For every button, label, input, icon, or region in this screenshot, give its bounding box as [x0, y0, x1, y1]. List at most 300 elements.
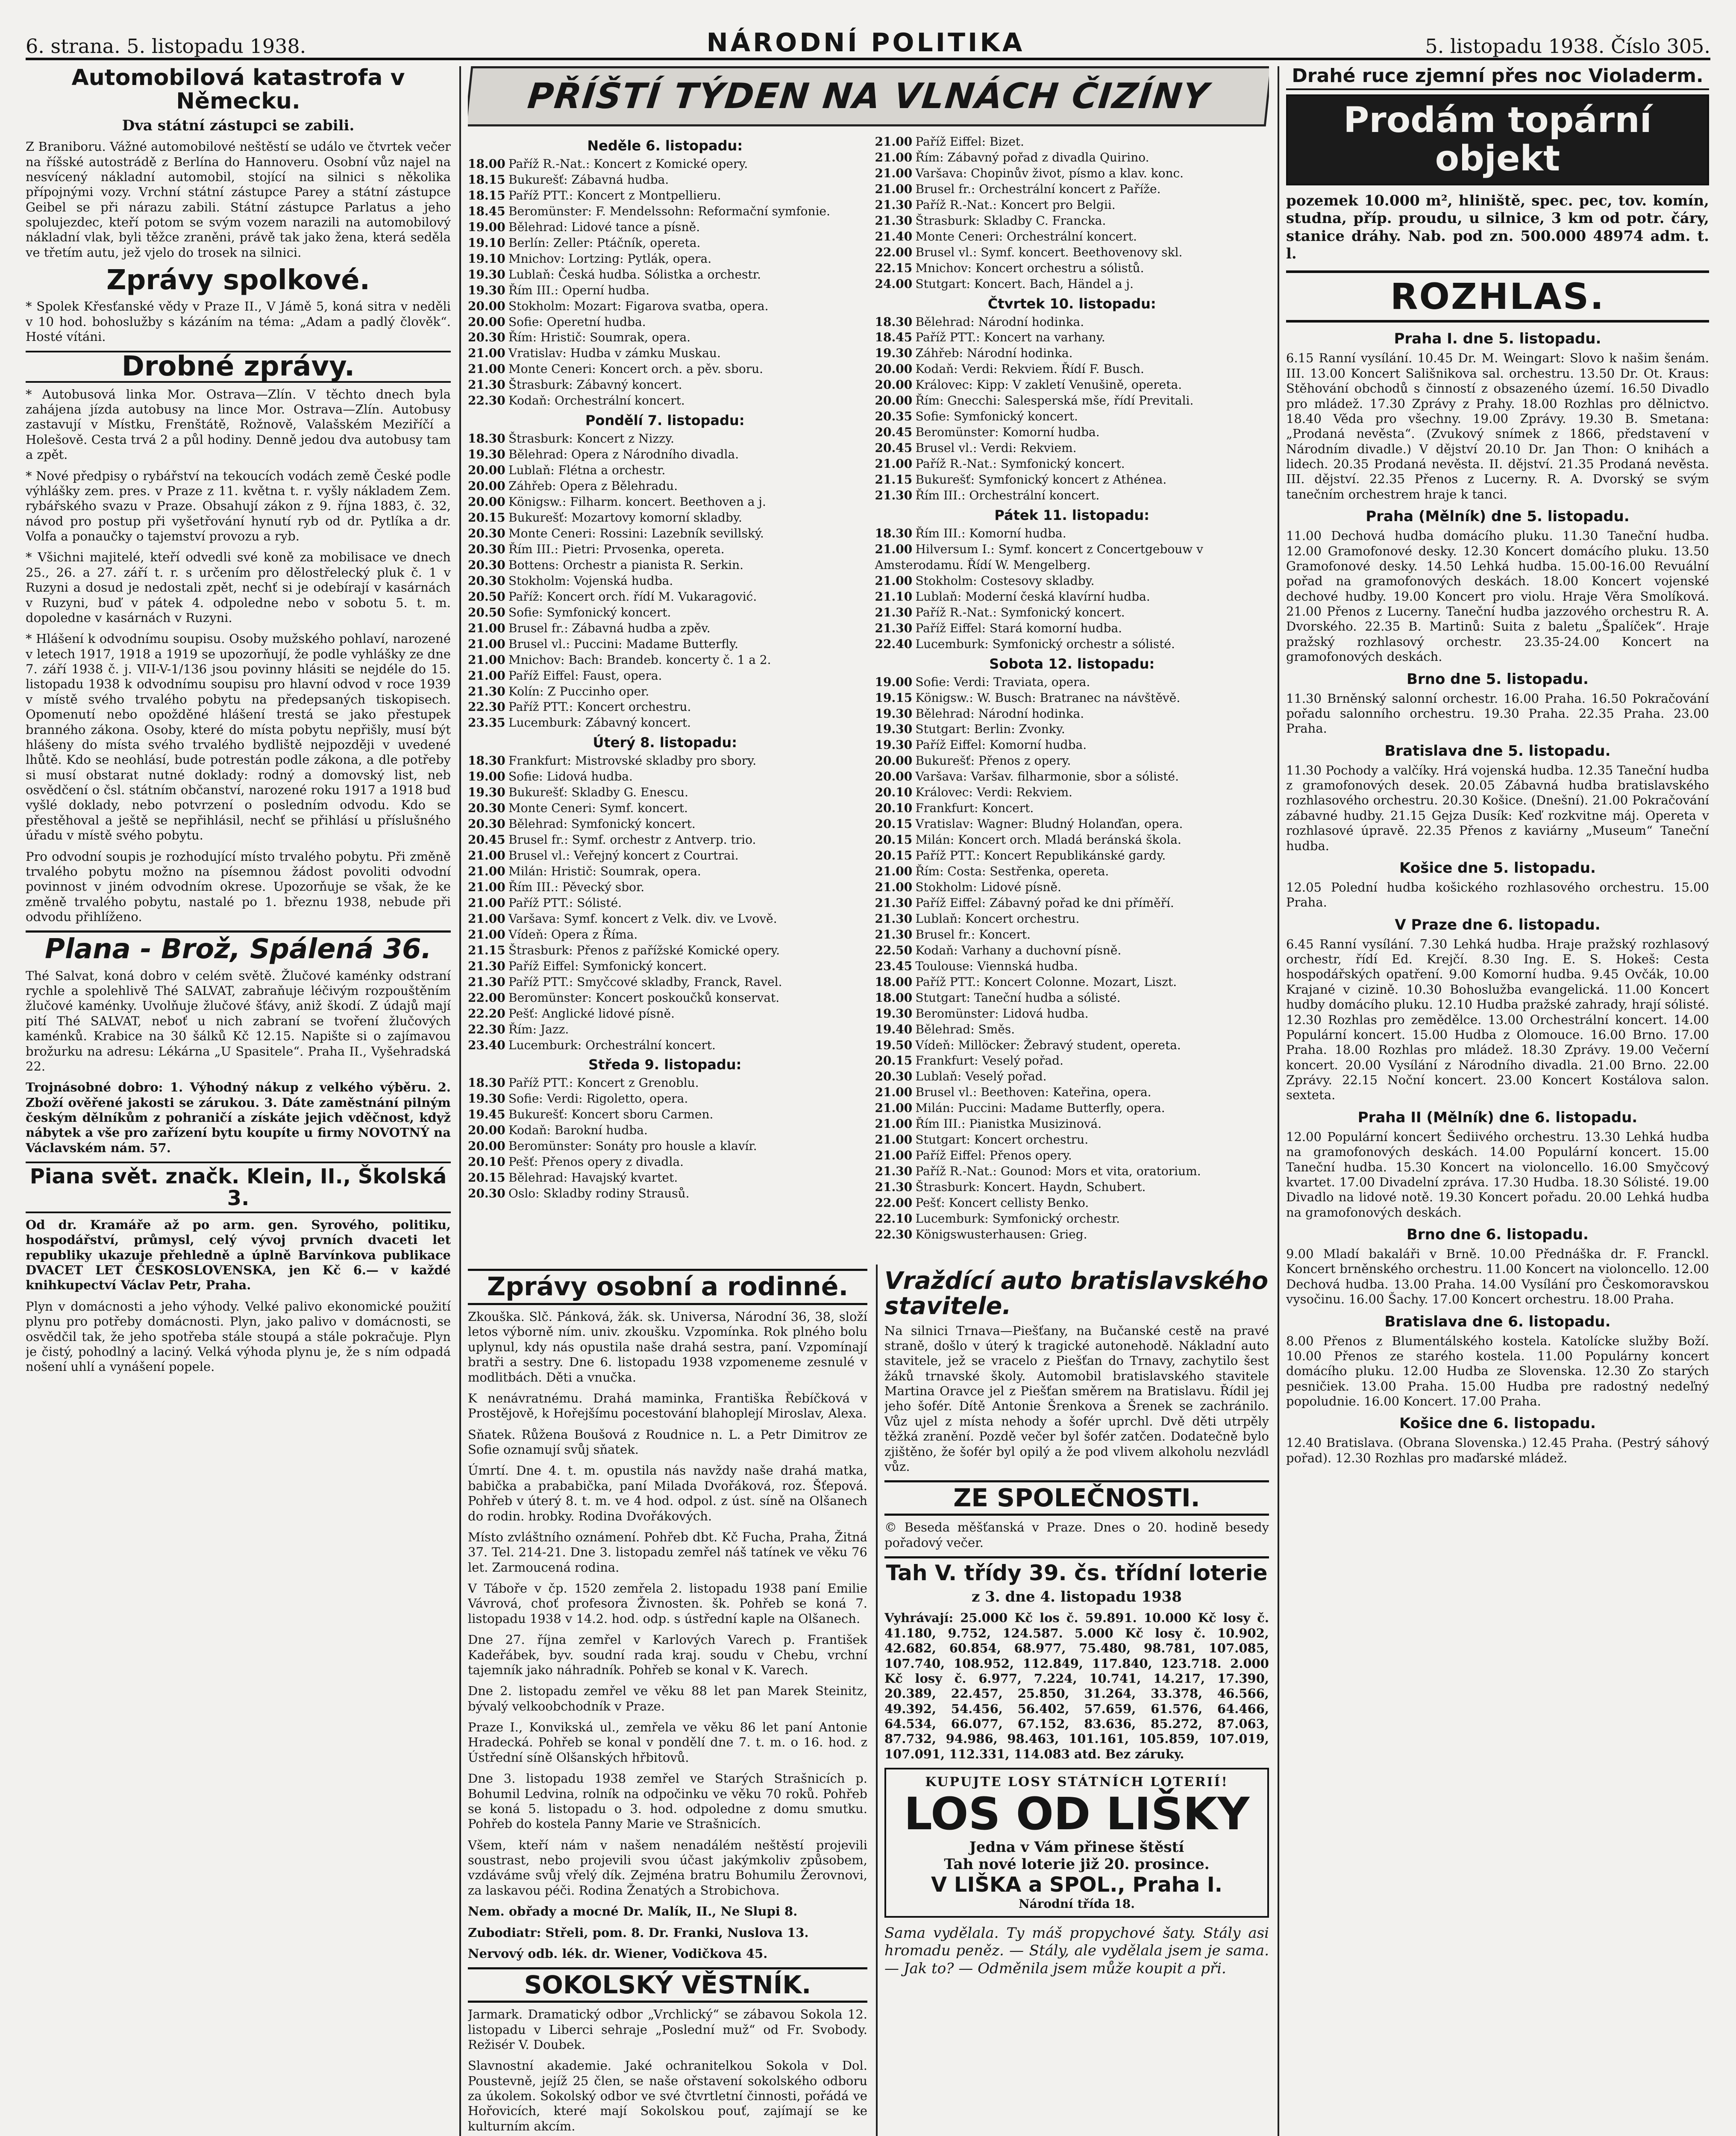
program-item [875, 959, 1269, 974]
program-item [468, 156, 862, 172]
program-text: Bukurešť: Mozartovy komorní skladby. [508, 511, 742, 525]
program-item [875, 1022, 1269, 1038]
program-item [875, 637, 1269, 652]
station-program: 6.45 Ranní vysílání. 7.30 Lehká hudba. Hraje pražský rozhlasový orchestr, řídí Ed. Krejčí. 8.30 Ing. E. S. Hokeš: Cesta hospodářských opatření. 9.00 Komorní hudba. 9.45 Ovčák, 10.00 Krajané v cizině. 10.30 Bohoslužba evangelická. 11.00 Koncert hudby domácího pluku. 12.10 Hudba pražské zahrady, hrají sólisté. 12.30 Rozhlas pro zemědělce. 13.00 Orchestrální koncert. 14.00 Populární koncert. 15.00 Hudba z Olomouce. 16.00 Brno. 17.00 Praha. 18.00 Rozhlas pro mládež. 18.30 Zprávy. 19.00 Večerní koncert. 20.00 Vysílání z Národního divadla. 21.00 Brno. 22.00 Zprávy. 22.15 Noční koncert. 23.00 Koncert Kostálova salon. sexteta. [1286, 936, 1709, 1103]
program-item [468, 478, 862, 494]
program-text: Kodaň: Orchestrální koncert. [508, 393, 685, 408]
program-item [875, 1053, 1269, 1069]
program-item [875, 409, 1269, 425]
program-item [875, 150, 1269, 166]
program-time: 21.00 [875, 166, 913, 180]
program-item [875, 213, 1269, 229]
program-text: Královec: Kipp: V zakletí Venušině, opereta. [915, 378, 1182, 392]
program-item [875, 1164, 1269, 1179]
program-item [875, 393, 1269, 409]
program-text: Paříž PTT.: Smyčcové skladby, Franck, Ravel. [508, 974, 782, 989]
program-item [468, 1022, 862, 1038]
article-text: Dne 27. října zemřel v Karlových Varech p. František Kadeřábek, byv. soudní rada kraj. soudu v Chebu, vrchní tajemník jako náhradník. Pohřeb se konal v K. Varech. [468, 1632, 867, 1677]
newspaper-page [26, 17, 1710, 2136]
article-text: * Všichni majitelé, kteří odvedli své koně za mobilisace ve dnech 25., 26. a 27. září t. r. s určením pro dělostřelecký pluk č. 1 v Ruzyni a dosud je nedostali zpět, nechť si je odebírají v kasárnách v Ruzyni, buď v pátek 4. odpoledne nebo v sobotu 5. t. m. dopoledne v kasárnách v Ruzyni. [26, 550, 451, 625]
station-heading: Praha I. dne 5. listopadu. [1394, 330, 1601, 348]
program-text: Königsw.: W. Busch: Bratranec na návštěvě. [915, 690, 1181, 705]
program-item [468, 463, 862, 478]
program-time: 19.10 [468, 235, 505, 250]
program-text: Stokholm: Costesovy skladby. [915, 573, 1095, 588]
program-text: Kolín: Z Puccinho oper. [508, 684, 649, 698]
program-time: 21.00 [875, 150, 913, 164]
article-text: Jarmark. Dramatický odbor „Vrchlický“ se zábavou Sokola 12. listopadu v Liberci sehraje „Poslední muž“ od Fr. Svobody. Režisér V. Doubek. [468, 2007, 867, 2052]
article-text: Pro odvodní soupis je rozhodující místo trvalého pobytu. Při změně trvalého pobytu možno na písemnou žádost povoliti odvodní povinnost v jiném odvodním okrese. Upozorňuje se však, že ke změně trvalého pobytu, nastalé po 1. březnu 1938, nebude při odvodu přihlíženo. [26, 849, 451, 924]
program-time: 21.00 [875, 1085, 913, 1100]
program-text: Vratislav: Hudba v zámku Muskau. [508, 346, 721, 361]
program-time: 21.30 [875, 927, 913, 942]
program-text: Řím: Jazz. [508, 1022, 569, 1036]
program-text: Řím III.: Operní hudba. [508, 283, 650, 297]
station-heading: Praha II (Mělník) dne 6. listopadu. [1357, 1109, 1638, 1126]
program-text: Řím III.: Pietri: Prvosenka, opereta. [508, 542, 725, 556]
program-time: 21.30 [875, 1164, 913, 1179]
program-text: Lucemburk: Orchestrální koncert. [508, 1038, 716, 1052]
program-time: 21.30 [875, 197, 913, 212]
program-text: Lucemburk: Symfonický orchestr. [915, 1212, 1120, 1226]
station-heading: Bratislava dne 5. listopadu. [1384, 742, 1611, 760]
program-time: 20.10 [875, 785, 913, 800]
program-text: Königswusterhausen: Grieg. [915, 1227, 1087, 1241]
program-time: 20.00 [468, 1139, 505, 1153]
program-time: 21.10 [875, 589, 913, 604]
lottery-subtitle: z 3. dne 4. listopadu 1938 [972, 1588, 1182, 1606]
program-text: Königsw.: Filharm. koncert. Beethoven a j. [508, 495, 766, 509]
subheadline: Dva státní zástupci se zabili. [122, 117, 355, 135]
program-day-heading: Úterý 8. listopadu: [593, 734, 737, 751]
program-text: Paříž PTT.: Koncert z Grenoblu. [508, 1076, 699, 1090]
program-text: Kodaň: Verdi: Rekviem. Řídí F. Busch. [915, 362, 1144, 376]
program-item [468, 684, 862, 700]
program-time: 20.10 [468, 1155, 505, 1169]
program-time: 22.30 [468, 1022, 505, 1036]
program-time: 20.00 [875, 769, 913, 784]
program-text: Paříž Eiffel: Symfonický koncert. [508, 959, 707, 973]
program-text: Štrasburk: Koncert. Haydn, Schubert. [915, 1180, 1146, 1194]
page-date-right: 5. listopadu 1938. Číslo 305. [1425, 35, 1710, 58]
program-time: 20.30 [875, 1069, 913, 1084]
program-item [468, 864, 862, 880]
article-text: Praze I., Konvikská ul., zemřela ve věku 86 let paní Antonie Hradecká. Pohřeb se konal v pondělí dne 7. t. m. o 16. hod. z Ústřední síně Olšanských hřbitovů. [468, 1720, 867, 1765]
program-time: 18.00 [875, 974, 913, 989]
program-text: Řím: Zábavný pořad z divadla Quirino. [915, 150, 1149, 164]
program-text: Paříž R.-Nat.: Koncert z Komické opery. [508, 157, 748, 171]
station-heading: Brno dne 5. listopadu. [1407, 670, 1589, 688]
program-time: 21.00 [875, 573, 913, 588]
program-item [875, 526, 1269, 542]
program-item [875, 801, 1269, 816]
program-text: Oslo: Skladby rodiny Strausů. [508, 1186, 690, 1201]
program-text: Brusel fr.: Koncert. [915, 927, 1031, 942]
program-time: 19.00 [875, 675, 913, 689]
program-text: Bělehrad: Symfonický koncert. [508, 817, 696, 831]
station-program: 9.00 Mladí bakaláři v Brně. 10.00 Přednáška dr. F. Franckl. Koncert brněnského orchestru. 11.00 Koncert na violoncello. 12.00 Dechová hudba. 13.00 Praha. 14.00 Vysílání pro Českomoravskou vysočinu. 16.00 Šachy. 17.00 Koncert orchestru. 18.00 Praha. [1286, 1247, 1709, 1307]
program-time: 20.30 [468, 542, 505, 556]
program-item [468, 1006, 862, 1022]
program-time: 19.50 [875, 1038, 913, 1052]
program-text: Bělehrad: Směs. [915, 1022, 1015, 1036]
program-text: Bělehrad: Národní hodinka. [915, 314, 1084, 329]
program-item [875, 197, 1269, 213]
program-right [875, 134, 1269, 1243]
program-time: 20.00 [468, 479, 505, 493]
program-item [875, 276, 1269, 292]
program-item [468, 510, 862, 526]
program-text: Štrasburk: Zábavný koncert. [508, 378, 682, 392]
column-rule [459, 66, 461, 2136]
program-text: Řím III.: Pěvecký sbor. [508, 880, 645, 894]
program-time: 21.00 [875, 1117, 913, 1131]
program-time: 20.30 [468, 573, 505, 588]
program-item [875, 314, 1269, 330]
program-time: 20.00 [468, 1123, 505, 1138]
program-item [875, 621, 1269, 637]
program-text: Bukurešť: Přenos z opery. [915, 754, 1071, 768]
program-left [468, 134, 862, 1243]
program-text: Paříž Eiffel: Přenos opery. [915, 1148, 1072, 1163]
ad-los-od-lisky [884, 1768, 1269, 1917]
program-item [875, 990, 1269, 1006]
program-item [468, 1154, 862, 1170]
program-text: Milán: Hristič: Soumrak, opera. [508, 864, 701, 879]
program-time: 22.40 [875, 637, 913, 651]
program-time: 19.30 [468, 447, 505, 462]
program-time: 20.30 [468, 817, 505, 831]
program-text: Sofie: Operetní hudba. [508, 314, 646, 329]
program-item [468, 621, 862, 637]
program-item [468, 801, 862, 816]
program-item [468, 1075, 862, 1091]
program-text: Záhřeb: Národní hodinka. [915, 346, 1073, 361]
program-time: 22.00 [875, 245, 913, 259]
program-time: 22.00 [468, 990, 505, 1005]
program-time: 21.00 [875, 880, 913, 894]
program-time: 20.00 [875, 378, 913, 392]
program-text: Varšava: Symf. koncert z Velk. div. ve Lvově. [508, 911, 777, 926]
program-time: 20.30 [468, 1186, 505, 1201]
program-text: Milán: Koncert orch. Mladá beránská škola. [915, 833, 1181, 847]
program-item [468, 959, 862, 974]
program-time: 20.30 [468, 557, 505, 572]
program-text: Stokholm: Mozart: Figarova svatba, opera. [508, 299, 769, 313]
program-text: Řím III.: Orchestrální koncert. [915, 488, 1100, 503]
program-text: Paříž R.-Nat.: Symfonický koncert. [915, 605, 1125, 619]
program-text: Frankfurt: Veselý pořad. [915, 1053, 1063, 1068]
program-text: Sofie: Symfonický koncert. [508, 605, 671, 619]
program-text: Paříž R.-Nat.: Koncert pro Belgii. [915, 197, 1116, 212]
program-time: 20.00 [468, 314, 505, 329]
program-item [468, 605, 862, 621]
program-item [468, 494, 862, 510]
article-text: Z Braniboru. Vážné automobilové neštěstí se událo ve čtvrtek večer na říšské autostrádě z Berlína do Hannoveru. Osobní vůz najel na nesvícený nákladní automobil, stojící na silnici s několika přípojnými vozy. Vrchní státní zástupce Parey a státní zástupce Geibel se při nárazu zabili. Státní zástupce Parlatus a jeho spolujezdec, kteří potom se svým vozem narazili na automobilový nákladní vlak, byli těžce zraněni, právě tak jako žena, která seděla ve třetím autu, jež vjelo do trosek na silnici. [26, 139, 451, 260]
program-time: 22.30 [468, 700, 505, 714]
program-item [468, 1186, 862, 1202]
program-text: Stutgart: Taneční hudba a sólisté. [915, 990, 1121, 1005]
program-text: Štrasburk: Koncert z Nizzy. [508, 431, 674, 446]
program-text: Varšava: Varšav. filharmonie, sbor a sólisté. [915, 769, 1179, 784]
program-item [468, 557, 862, 573]
article-text: Úmrtí. Dne 4. t. m. opustila nás navždy naše drahá matka, babička a prababička, paní Milada Dvořáková, roz. Šťepová. Pohřeb v úterý 8. t. m. ve 4 hod. odpol. z úst. síně na Olšanech do rodin. hrobky. Rodina Dvořákových. [468, 1463, 867, 1523]
program-text: Bukurešť: Zábavná hudba. [508, 172, 669, 187]
program-day-heading: Sobota 12. listopadu: [989, 655, 1155, 672]
program-item [875, 753, 1269, 769]
program-time: 21.00 [468, 652, 505, 667]
program-time: 19.30 [875, 722, 913, 736]
program-text: Sofie: Lidová hudba. [508, 769, 633, 784]
program-item [875, 440, 1269, 456]
program-time: 21.00 [468, 848, 505, 863]
program-time: 21.00 [875, 1101, 913, 1115]
program-item [875, 1116, 1269, 1132]
program-item [468, 330, 862, 346]
program-item [875, 1227, 1269, 1243]
program-item [875, 1006, 1269, 1022]
program-text: Štrasburk: Skladby C. Francka. [915, 213, 1106, 228]
program-text: Bělehrad: Havajský kvartet. [508, 1171, 678, 1185]
program-text: Berlín: Zeller: Ptáčník, opereta. [508, 235, 701, 250]
ad-text: Nem. obřady a mocné Dr. Malík, II., Ne Slupi 8. [468, 1904, 798, 1919]
program-time: 18.00 [468, 157, 505, 171]
program-time: 21.00 [468, 362, 505, 376]
program-text: Frankfurt: Koncert. [915, 801, 1034, 816]
program-item [468, 1038, 862, 1053]
program-item [875, 361, 1269, 377]
program-text: Stutgart: Koncert orchestru. [915, 1133, 1089, 1147]
program-time: 22.50 [875, 943, 913, 957]
program-item [875, 785, 1269, 801]
article-text: Na silnici Trnava—Piešťany, na Bučanské cestě na pravé straně, došlo v úterý k tragické autonehodě. Nákladní auto stavitele, jež se vracelo z Piešťan do Trnavy, zachytilo šest žáků trnavské školy. Automobil bratislavského stavitele Martina Oravce jel z Piešťan směrem na Bratislavu. Řídil jej jeho šofér. Dítě Antonie Šrenkova a Šrenek se zachránilo. Vůz ujel z místa nehody a šofér uprchl. Dvě děti utrpěly těžká zranění. Pozdě večer byl šofér zatčen. Dodatečně bylo zjištěno, že šofér byl opilý a že pod vlivem alkoholu nezvládl vůz. [884, 1323, 1269, 1474]
program-time: 21.30 [468, 974, 505, 989]
station-heading: Praha (Mělník) dne 5. listopadu. [1366, 508, 1630, 525]
program-text: Brusel vl.: Verdi: Rekviem. [915, 441, 1077, 455]
program-text: Řím III.: Pianistka Musizinová. [915, 1117, 1102, 1131]
article-text: © Beseda měšťanská v Praze. Dnes o 20. hodině besedy pořadový večer. [884, 1520, 1269, 1550]
program-time: 18.15 [468, 188, 505, 202]
program-time: 21.30 [875, 1180, 913, 1194]
program-time: 21.30 [875, 488, 913, 503]
program-text: Sofie: Verdi: Traviata, opera. [915, 675, 1090, 689]
program-text: Řím: Costa: Sestřenka, opereta. [915, 864, 1109, 879]
program-time: 22.10 [875, 1212, 913, 1226]
program-time: 19.30 [875, 738, 913, 752]
program-time: 23.45 [875, 959, 913, 973]
column-rule [1278, 66, 1279, 2136]
program-day-heading: Pátek 11. listopadu: [994, 507, 1150, 523]
station-program: 11.30 Brněnský salonní orchestr. 16.00 Praha. 16.50 Pokračování pořadu salonního orchestru. 19.30 Praha. 22.35 Praha. 23.00 Praha. [1286, 691, 1709, 736]
ad-piana-klein: Piana svět. značk. Klein, II., Školská 3. [26, 1162, 451, 1213]
program-item [468, 251, 862, 267]
program-time: 23.40 [468, 1038, 505, 1052]
station-program: 11.00 Dechová hudba domácího pluku. 11.30 Taneční hudba. 12.00 Gramofonové desky. 12.30 Koncert domácího pluku. 13.50 Gramofonové desky. 14.50 Lehká hudba. 15.00-16.00 Revuální pořad na gramofonových deskách. 18.00 Koncert vojenské dechové hudby. 19.00 Koncert pro violu. Hraje Věra Smolíková. 21.00 Přenos z Lucerny. Taneční hudba jazzového orchestru R. A. Dvorského. 22.35 B. Martinů: Suita z baletu „Špalíček“. Hraje pražský rozhlasový orchestr. 23.35-24.00 Koncert na gramofonových deskách. [1286, 528, 1709, 664]
program-text: Stutgart: Koncert. Bach, Händel a j. [915, 276, 1134, 291]
program-text: Záhřeb: Opera z Bělehradu. [508, 479, 678, 493]
program-time: 21.30 [875, 213, 913, 228]
article-text: Dne 3. listopadu 1938 zemřel ve Starých Strašnicích p. Bohumil Ledvina, rolník na odpočinku ve věku 70 roků. Pohřeb se koná 5. listopadu o 3. hod. odpoledne z domu smutku. Pohřeb do kostela Panny Marie ve Strašnicích. [468, 1771, 867, 1831]
program-item [875, 706, 1269, 722]
program-time: 20.30 [468, 526, 505, 540]
program-item [875, 769, 1269, 785]
program-time: 21.00 [875, 182, 913, 196]
article-text: Všem, kteří nám v našem nenadálém neštěstí projevili soustrast, nebo projevili svou účast jakýmkoliv způsobem, vzdáváme svůj vřelý dík. Zejména bratru Bohumilu Žerovnovi, za laskavou péči. Rodina Ženatých a Strobichova. [468, 1837, 867, 1898]
program-item [875, 895, 1269, 911]
ad-text: Zubodiatr: Střeli, pom. 8. Dr. Franki, Nuslova 13. [468, 1925, 809, 1940]
program-text: Monte Ceneri: Symf. koncert. [508, 801, 688, 816]
program-time: 20.00 [875, 754, 913, 768]
program-text: Brusel fr.: Symf. orchestr z Antverp. trio. [508, 833, 756, 847]
program-item [875, 1100, 1269, 1116]
ad-lisky-line: Jedna v Vám přinese štěstí [969, 1838, 1184, 1856]
program-text: Beromünster: Koncert poskoučků konservat. [508, 990, 780, 1005]
program-time: 21.00 [468, 668, 505, 683]
program-text: Stutgart: Berlin: Zvonky. [915, 722, 1065, 736]
program-item [875, 134, 1269, 150]
program-item [468, 943, 862, 959]
program-time: 20.10 [875, 801, 913, 816]
program-item [468, 699, 862, 715]
station-heading: Bratislava dne 6. listopadu. [1384, 1313, 1611, 1330]
program-item [468, 235, 862, 251]
program-text: Stokholm: Lidové písně. [915, 880, 1061, 894]
program-item [468, 361, 862, 377]
program-item [875, 848, 1269, 864]
station-program: 8.00 Přenos z Blumentálského kostela. Katolícke služby Boží. 10.00 Přenos ze starého kostela. 11.00 Populárny koncert domácího pluku. 12.00 Hudba ze Slovenska. 12.30 Zo starých pesničiek. 13.00 Praha. 15.00 Hudba pre radostný nedeľný popoludnie. 16.00 Koncert. 17.00 Praha. [1286, 1333, 1709, 1409]
program-text: Brusel fr.: Orchestrální koncert z Paříže. [915, 182, 1161, 196]
program-text: Stokholm: Vojenská hudba. [508, 573, 673, 588]
program-time: 21.00 [875, 457, 913, 471]
program-time: 22.00 [875, 1196, 913, 1210]
headline-vrazdici-auto: Vraždící auto bratislavského stavitele. [884, 1269, 1269, 1320]
program-text: Beromünster: Sonáty pro housle a klavír. [508, 1139, 757, 1153]
program-time: 19.30 [875, 346, 913, 361]
program-time: 19.15 [875, 690, 913, 705]
program-item [468, 785, 862, 801]
program-text: Mnichov: Koncert orchestru a sólistů. [915, 261, 1144, 275]
program-item [875, 816, 1269, 832]
program-time: 20.45 [468, 833, 505, 847]
program-time: 20.00 [468, 299, 505, 313]
program-text: Paříž PTT.: Koncert na varhany. [915, 330, 1105, 345]
program-text: Brusel vl.: Veřejný koncert z Courtrai. [508, 848, 739, 863]
program-text: Hilversum I.: Symf. koncert z Concertgebouw v Amsterodamu. Řídí W. Mengelberg. [875, 542, 1203, 572]
program-item [468, 314, 862, 330]
program-text: Paříž R.-Nat.: Symfonický koncert. [915, 457, 1125, 471]
headline-drobne: Drobné zprávy. [26, 351, 451, 383]
program-text: Monte Ceneri: Koncert orch. a pěv. sboru. [508, 362, 764, 376]
program-item [875, 722, 1269, 737]
program-item [468, 652, 862, 668]
program-text: Brusel vl.: Symf. koncert. Beethovenovy skl. [915, 245, 1183, 259]
program-time: 22.20 [468, 1006, 505, 1021]
program-text: Milán: Puccini: Madame Butterfly, opera. [915, 1101, 1165, 1115]
program-text: Toulouse: Viennská hudba. [915, 959, 1078, 973]
column-radio-abroad [468, 66, 1269, 1258]
program-item [875, 1195, 1269, 1211]
program-text: Lublaň: Veselý pořad. [915, 1069, 1047, 1084]
program-time: 19.00 [468, 769, 505, 784]
station-program: 12.05 Polední hudba košického rozhlasového orchestru. 15.00 Praha. [1286, 880, 1709, 910]
program-text: Královec: Verdi: Rekviem. [915, 785, 1072, 800]
station-program: 12.00 Populární koncert Šediivého orchestru. 13.30 Lehká hudba na gramofonových deskách. 14.00 Populární koncert. 15.00 Taneční hudba. 15.30 Koncert na violoncello. 16.00 Smyčcový kvartet. 17.00 Divadelní zpráva. 17.30 Hudba. 18.30 Sólisté. 19.00 Divadlo na lidové notě. 19.30 Koncert pořadu. 20.00 Lehká hudba na gramofonových deskách. [1286, 1129, 1709, 1220]
program-text: Monte Ceneri: Orchestrální koncert. [915, 229, 1137, 244]
program-item [468, 573, 862, 589]
program-item [875, 605, 1269, 621]
program-day-heading: Neděle 6. listopadu: [587, 138, 743, 154]
program-time: 21.30 [875, 605, 913, 619]
program-item [468, 283, 862, 299]
program-item [468, 911, 862, 927]
program-item [875, 330, 1269, 346]
program-item [875, 377, 1269, 393]
program-item [875, 1038, 1269, 1053]
program-time: 21.00 [468, 346, 505, 361]
program-item [468, 542, 862, 557]
program-day-heading: Pondělí 7. listopadu: [585, 412, 745, 429]
ad-text: Nervový odb. lék. dr. Wiener, Vodičkova 45. [468, 1946, 768, 1961]
program-time: 21.00 [468, 911, 505, 926]
station-program: 6.15 Ranní vysílání. 10.45 Dr. M. Weingart: Slovo k našim šenám. III. 13.00 Koncert Sališnikova sal. orchestru. 13.50 Dr. Ot. Kraus: Stěhování obchodů s činností z obsazeného území. 16.50 Divadlo pro mládež. 17.30 Zprávy z Prahy. 18.00 Rozhlas pro dělnictvo. 18.40 Věda pro všechny. 19.00 Zprávy. 19.30 B. Smetana: „Prodaná nevěsta“. (Zvukový snímek z 1866, představení v Národním divadle.) V dějství 20.10 Dr. Jan Thon: O knihách a lidech. 20.35 Prodaná nevěsta. II. dějství. 21.35 Prodaná nevěsta. III. dějství. 22.35 Přenos z Lucerny. R. A. Dvorský se svým tanečním orchestrem hraje k tanci. [1286, 351, 1709, 502]
program-item [875, 927, 1269, 943]
program-text: Monte Ceneri: Rossini: Lazebník sevillský. [508, 526, 764, 540]
program-item [468, 1091, 862, 1107]
article-text: V Táboře v čp. 1520 zemřela 2. listopadu 1938 paní Emilie Vávrová, choť profesora Živnosten. šk. Pohřeb se koná 7. listopadu 1938 v 14.2. hod. odp. s ústřední kaple na Olšanech. [468, 1581, 867, 1626]
program-item [468, 753, 862, 769]
program-time: 20.15 [875, 1053, 913, 1068]
program-text: Paříž Eiffel: Komorní hudba. [915, 738, 1087, 752]
program-text: Lublaň: Flétna a orchestr. [508, 463, 666, 478]
masthead [26, 17, 1710, 60]
program-time: 19.30 [468, 1091, 505, 1106]
station-program: 12.40 Bratislava. (Obrana Slovenska.) 12.45 Praha. (Pestrý sáhový pořad). 12.30 Rozhlas pro maďarské mládež. [1286, 1435, 1709, 1465]
program-item [468, 990, 862, 1006]
program-time: 18.15 [468, 172, 505, 187]
program-time: 20.15 [875, 848, 913, 863]
program-text: Paříž R.-Nat.: Gounod: Mors et vita, oratorium. [915, 1164, 1201, 1179]
ad-violaderm: Drahé ruce zjemní přes noc Violaderm. [1286, 66, 1709, 90]
station-heading: V Praze dne 6. listopadu. [1395, 916, 1601, 933]
program-time: 22.30 [875, 1227, 913, 1241]
station-program: 11.30 Pochody a valčíky. Hrá vojenská hudba. 12.35 Taneční hudba z gramofonových desek. 20.05 Zábavná hudba bratislavského rozhlasového orchestru. 20.30 Košice. (Dnešní). 21.00 Pokračování zábavné hudby. 21.15 Gejza Dusík: Keď rozkvitne máj. Opereta v rozhlasové úpravě. 22.35 Přenos z kaviárny „Museum“ Taneční hudba. [1286, 763, 1709, 853]
program-item [468, 172, 862, 188]
program-text: Paříž PTT.: Koncert orchestru. [508, 700, 691, 714]
article-text: Slavnostní akademie. Jaké ochranitelkou Sokola v Dol. Poustevně, jejíž 25 člen, se naše ořstavení sokolského odboru za úkolem. Sokolský odbor ve své čtvrtletní činnosti, pořádá ve Hořovicích, které mají Sokolskou pouť, zajímají se ke kulturním akcím. [468, 2058, 867, 2133]
program-time: 19.45 [468, 1107, 505, 1122]
program-item [875, 542, 1269, 573]
program-item [468, 832, 862, 848]
program-time: 21.30 [875, 895, 913, 910]
program-item [468, 377, 862, 393]
program-text: Pešť: Koncert cellisty Benko. [915, 1196, 1089, 1210]
headline-osobni: Zprávy osobní a rodinné. [468, 1269, 867, 1305]
program-text: Brusel fr.: Zábavná hudba a zpěv. [508, 621, 711, 635]
program-time: 19.30 [468, 267, 505, 282]
program-item [468, 267, 862, 283]
program-item [468, 668, 862, 684]
headline-auto-crash: Automobilová katastrofa v Německu. [71, 66, 405, 114]
ad-piana-broz: Plana - Brož, Spálená 36. [26, 930, 451, 964]
article-text: * Autobusová linka Mor. Ostrava—Zlín. V těchto dnech byla zahájena jízda autobusy na lince Mor. Ostrava—Zlín. Autobusy zastavují v Místku, Frenštátě, Rožnově, Valašském Meziříčí a Holešově. Cesta trvá 2 a půl hodiny. Denně jedou dva autobusy tam a zpět. [26, 387, 451, 462]
program-time: 21.00 [468, 621, 505, 635]
program-time: 21.00 [875, 1133, 913, 1147]
program-time: 21.00 [468, 927, 505, 942]
program-time: 21.00 [875, 135, 913, 149]
program-time: 20.00 [875, 362, 913, 376]
program-text: Paříž Eiffel: Zábavný pořad ke dni příměří. [915, 895, 1174, 910]
column-1 [26, 66, 451, 2136]
